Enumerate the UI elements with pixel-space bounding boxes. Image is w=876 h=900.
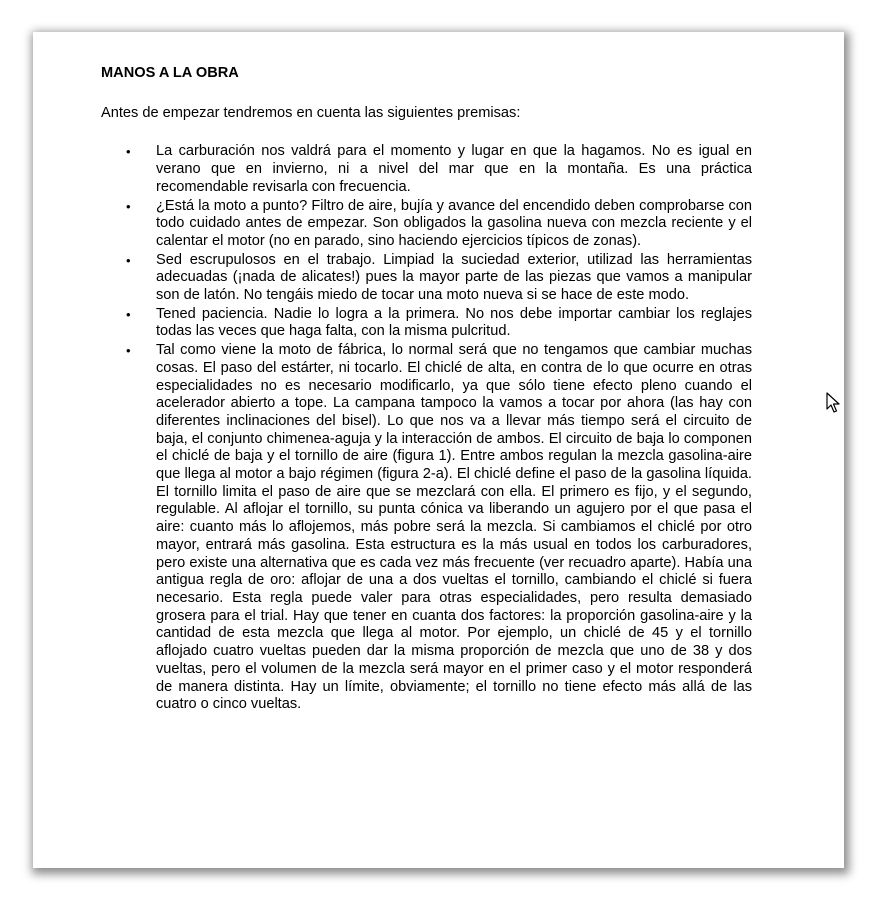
list-item-text: Sed escrupulosos en el trabajo. Limpiad la suciedad exterior, utilizad las herramientas adecuadas (¡nada de alicates!) pues la mayor parte de las piezas que vamos a manipular son de latón. No tengáis miedo de tocar una moto nueva si se hace de este modo. [156, 251, 752, 304]
list-item [101, 342, 752, 714]
section-heading: MANOS A LA OBRA [101, 65, 239, 81]
bullet-icon: • [126, 252, 131, 268]
page-content [101, 65, 752, 715]
list-item [101, 252, 752, 305]
list-item-text: ¿Está la moto a punto? Filtro de aire, bujía y avance del encendido deben comprobarse con todo cuidado antes de empezar. Son obligados la gasolina nueva con mezcla reciente y el calentar el motor (no en parado, sino haciendo ejercicios típicos de zonas). [156, 197, 752, 249]
list-item [101, 143, 752, 196]
document-page [33, 32, 844, 868]
bullet-icon: • [126, 306, 131, 322]
list-item-text: Tened paciencia. Nadie lo logra a la primera. No nos debe importar cambiar los reglajes todas las veces que haga falta, con la misma pulcritud. [156, 305, 752, 340]
list-item [101, 198, 752, 251]
mouse-pointer-icon [826, 392, 842, 414]
list-item-text: Tal como viene la moto de fábrica, lo normal será que no tengamos que cambiar muchas cosas. El paso del estárter, ni tocarlo. El chiclé de alta, en contra de lo que ocurre en otras especialidades no es necesario modificarlo, ya que sólo tiene efecto pleno cuando el acelerador abierto a tope. La campana tampoco la vamos a tocar por ahora (las hay con diferentes inclinaciones del bisel). Lo que nos va a llevar más tiempo será el circuito de baja, el conjunto chimenea-aguja y la interacción de ambos. El circuito de baja lo componen el chiclé de baja y el tornillo de aire (figura 1). Entre ambos regulan la mezcla gasolina-aire que llega al motor a bajo régimen (figura 2-a). El chiclé define el paso de la gasolina líquida. El tornillo limita el paso de aire que se mezclará con ella. El primero es fijo, y el segundo, regulable. Al aflojar el tornillo, su punta cónica va liberando un agujero por el que pasa el aire: cuanto más lo aflojemos, más pobre será la mezcla. Si cambiamos el chiclé por otro mayor, entrará más gasolina. Esta estructura es la más usual en todos los carburadores, pero existe una alternativa que es cada vez más frecuente (ver recuadro aparte). Había una antigua regla de oro: aflojar de una a dos vueltas el tornillo, cambiando el chiclé si fuera necesario. Esta regla puede valer para otras especialidades, pero resulta demasiado grosera para el trial. Hay que tener en cuanta dos factores: la proporción gasolina-aire y la cantidad de esta mezcla que llega al motor. Por ejemplo, un chiclé de 45 y el tornillo aflojado cuatro vueltas pueden dar la misma proporción de mezcla que uno de 38 y dos vueltas, pero el volumen de la mezcla será mayor en el primer caso y el motor responderá de manera distinta. Hay un límite, obviamente; el tornillo no tiene efecto más allá de las cuatro o cinco vueltas. [156, 342, 752, 713]
list-item [101, 306, 752, 341]
premises-list [101, 143, 752, 714]
list-item-text: La carburación nos valdrá para el momento y lugar en que la hagamos. No es igual en verano que en invierno, ni a nivel del mar que en la montaña. Es una práctica recomendable revisarla con frecuencia. [156, 143, 752, 195]
bullet-icon: • [126, 144, 131, 160]
bullet-icon: • [126, 198, 131, 214]
intro-paragraph: Antes de empezar tendremos en cuenta las siguientes premisas: [101, 104, 521, 121]
bullet-icon: • [126, 343, 131, 359]
